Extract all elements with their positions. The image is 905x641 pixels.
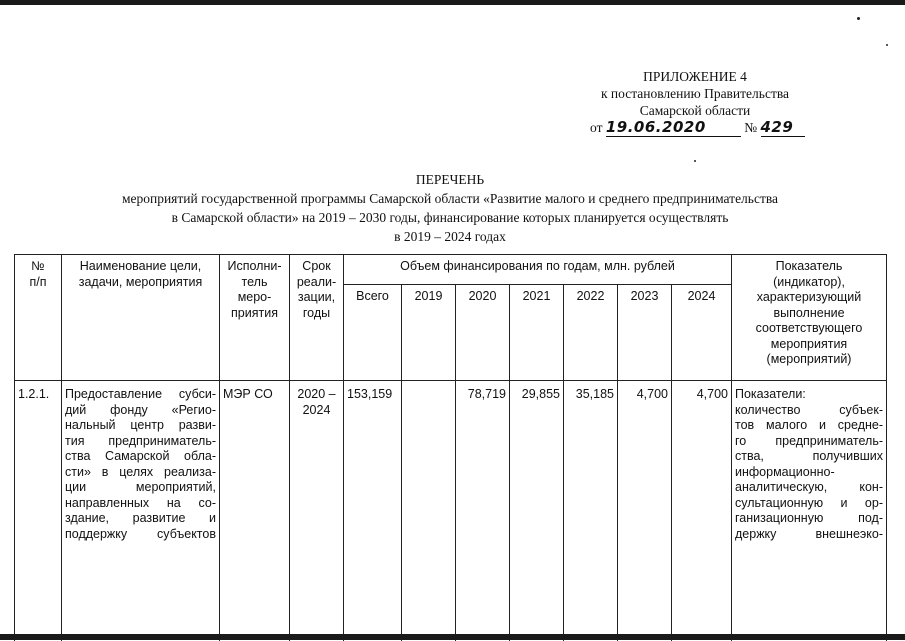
- appendix-date-line: [560, 119, 830, 137]
- row-2023: 4,700: [618, 381, 672, 641]
- scan-speck: [857, 17, 860, 20]
- appendix-header: [560, 68, 830, 137]
- header-total: Всего: [344, 285, 402, 381]
- heading-line-2: в Самарской области» на 2019 – 2030 годы, финансирование которых планируется осуществлять: [171, 210, 729, 225]
- scan-speck: [886, 44, 888, 46]
- handwritten-number: 429: [760, 118, 794, 136]
- header-indicator: Показатель (индикатор), характеризующий выполнение соответствующего мероприятия (мероприятий): [732, 255, 887, 381]
- row-2019: [402, 381, 456, 641]
- header-period: Срок реали- зации, годы: [290, 255, 344, 381]
- header-executor: Исполни- тель меро- приятия: [220, 255, 290, 381]
- date-prefix: от: [590, 120, 603, 135]
- measures-table: [14, 254, 887, 641]
- heading-line-1: мероприятий государственной программы Самарской области «Развитие малого и среднего предпринимательства: [121, 191, 779, 206]
- date-field: [606, 119, 741, 137]
- scan-top-border: [0, 0, 905, 5]
- appendix-resolution: к постановлению Правительства: [600, 86, 790, 101]
- header-year-2021: 2021: [510, 285, 564, 381]
- header-number: № п/п: [15, 255, 62, 381]
- header-funding-group: Объем финансирования по годам, млн. рублей: [344, 255, 732, 285]
- table-row: [15, 381, 887, 641]
- row-period: 2020 – 2024: [290, 381, 344, 641]
- header-year-2019: 2019: [402, 285, 456, 381]
- heading-title: ПЕРЕЧЕНЬ: [415, 172, 485, 187]
- number-prefix: №: [744, 120, 758, 135]
- header-year-2024: 2024: [672, 285, 732, 381]
- scan-speck: [694, 160, 696, 162]
- scan-bottom-border: [0, 634, 905, 640]
- header-name: Наименование цели, задачи, мероприятия: [62, 255, 220, 381]
- row-2020: 78,719: [456, 381, 510, 641]
- heading-line-3: в 2019 – 2024 годах: [394, 229, 506, 244]
- row-name: Предоставление субси- дий фонду «Регио- нальный центр разви- тия предприниматель- ства Самарской обла- сти» в целях реализа- ции мероприятий, направленных на со- здание, развитие и поддержку субъектов: [62, 381, 220, 641]
- row-number: 1.2.1.: [15, 381, 62, 641]
- row-2022: 35,185: [564, 381, 618, 641]
- header-year-2022: 2022: [564, 285, 618, 381]
- row-2024: 4,700: [672, 381, 732, 641]
- row-total: 153,159: [344, 381, 402, 641]
- appendix-title: ПРИЛОЖЕНИЕ 4: [643, 69, 747, 84]
- header-year-2020: 2020: [456, 285, 510, 381]
- row-indicator: Показатели: количество субъек- тов малого и средне- го предприниматель- ства, получивших информационно- аналитическую, кон- сультационную и ор- ганизационную под- держку внешнеэко-: [732, 381, 887, 641]
- appendix-region: Самарской области: [639, 103, 751, 118]
- header-year-2023: 2023: [618, 285, 672, 381]
- number-field: [761, 119, 805, 137]
- row-executor: МЭР СО: [220, 381, 290, 641]
- row-2021: 29,855: [510, 381, 564, 641]
- document-heading: [40, 170, 860, 246]
- handwritten-date: 19.06.2020: [605, 118, 706, 136]
